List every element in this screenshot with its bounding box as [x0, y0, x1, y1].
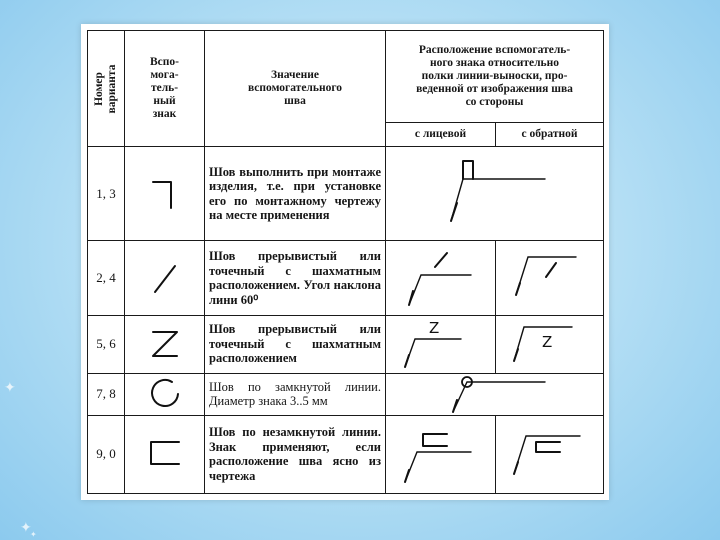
sign-cell: [125, 415, 205, 493]
placement-back-cell: [496, 415, 604, 493]
header-front: с лицевой: [386, 123, 496, 147]
header-sign: Вспо- мога- тель- ный знак: [125, 31, 205, 147]
sign-cell: [125, 373, 205, 415]
circle-leader-icon: [395, 374, 595, 414]
closed-contour-circle-icon: [145, 374, 185, 414]
meaning-cell: Шов по замкнутой линии. Диаметр знака 3..5 мм: [205, 373, 386, 415]
z-letter: Z: [428, 319, 439, 338]
weld-leader-with-flag-icon: [395, 159, 595, 229]
variant-cell: 7, 8: [88, 373, 125, 415]
back-z-leader-icon: [500, 317, 600, 371]
placement-back-cell: [496, 315, 604, 373]
table-row: [88, 147, 604, 241]
placement-cell: [386, 373, 604, 415]
front-slash-leader-icon: [391, 247, 491, 309]
variant-cell: 2, 4: [88, 241, 125, 315]
table-row: [88, 373, 604, 415]
header-meaning: Значение вспомогательного шва: [205, 31, 386, 147]
decor-sparkle: ✦: [4, 380, 16, 396]
meaning-cell: Шов по незамкнутой линии. Знак применяют, если расположение шва ясно из чертежа: [205, 415, 386, 493]
placement-front-cell: [386, 315, 496, 373]
sign-cell: [125, 241, 205, 315]
placement-cell: [386, 147, 604, 241]
table-row: [88, 315, 604, 373]
meaning-cell: Шов прерывистый или точечный с шахматным расположением. Угол наклона лини 60⁰: [205, 241, 386, 315]
table-row: [88, 241, 604, 315]
back-slash-leader-icon: [500, 247, 600, 309]
front-z-leader-icon: [391, 317, 491, 371]
variant-cell: 1, 3: [88, 147, 125, 241]
intermittent-slash-icon: [145, 258, 185, 298]
variant-cell: 9, 0: [88, 415, 125, 493]
decor-sparkle: ✦: [20, 520, 32, 536]
header-back: с обратной: [496, 123, 604, 147]
weld-signs-table: [87, 30, 604, 494]
sign-cell: [125, 315, 205, 373]
variant-cell: 5, 6: [88, 315, 125, 373]
placement-back-cell: [496, 241, 604, 315]
meaning-cell: Шов прерывистый или точечный с шахматным расположением: [205, 315, 386, 373]
field-weld-flag-icon: [145, 174, 185, 214]
open-contour-bracket-icon: [145, 434, 185, 474]
sign-cell: [125, 147, 205, 241]
placement-front-cell: [386, 415, 496, 493]
table-row: [88, 415, 604, 493]
header-position: Расположение вспомогатель- ного знака относительно полки линии-выноски, про- веденной от изображения шва со стороны: [386, 31, 604, 123]
header-variant: Номер варианта: [88, 31, 125, 147]
meaning-cell: Шов выполнить при монтаже изделия, т.е. при установке его по монтажному чертежу на месте применения: [205, 147, 386, 241]
z-sign-icon: [145, 324, 185, 364]
back-bracket-leader-icon: [500, 422, 600, 486]
z-letter: Z: [541, 333, 552, 352]
decor-sparkle: ✦: [30, 530, 37, 539]
slide: [81, 24, 609, 500]
front-bracket-leader-icon: [391, 422, 491, 486]
placement-front-cell: [386, 241, 496, 315]
